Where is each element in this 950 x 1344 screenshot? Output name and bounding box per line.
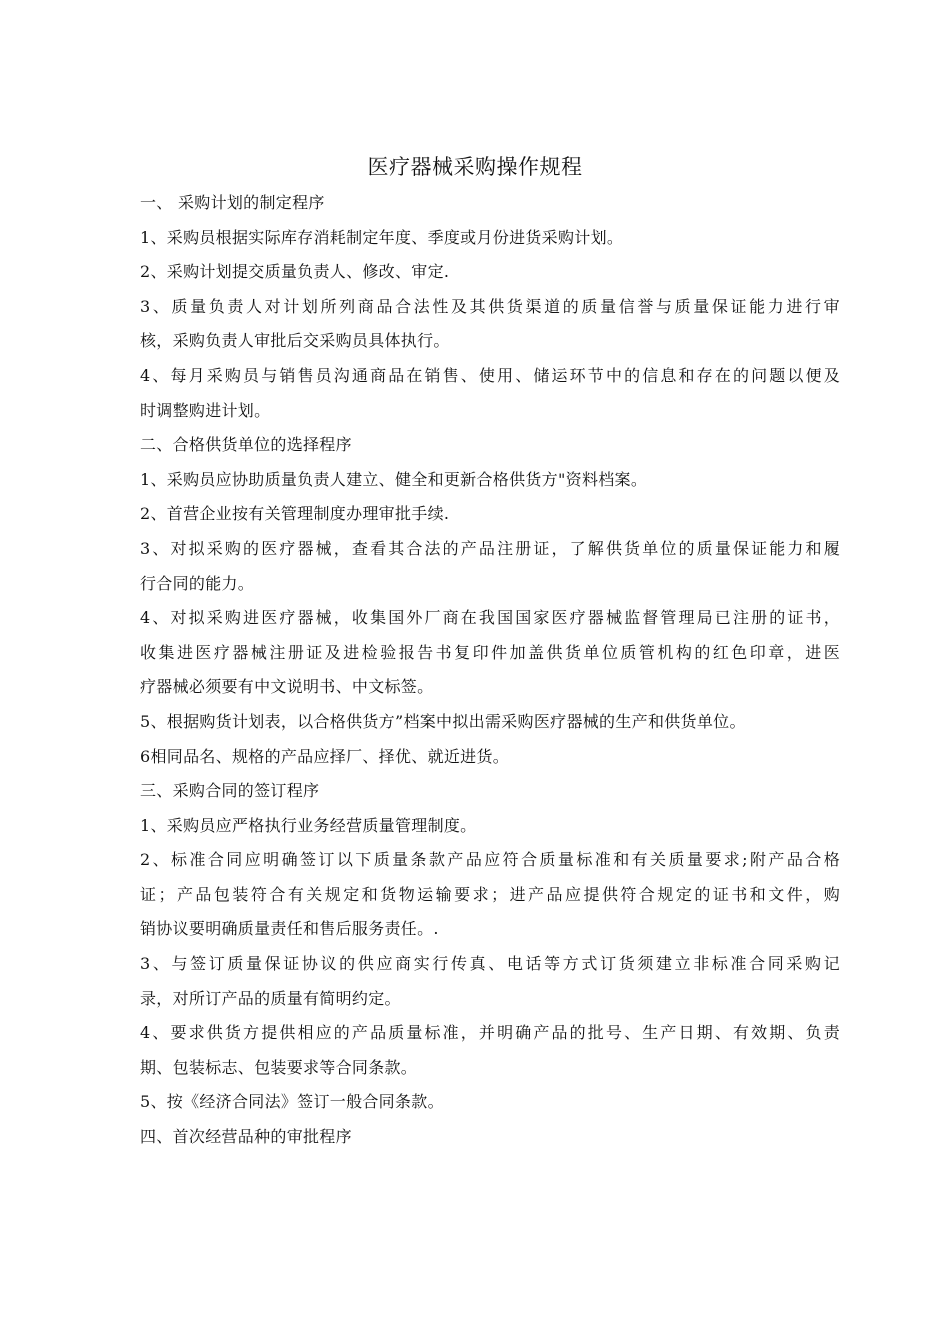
paragraph-line: 期、包装标志、包装要求等合同条款。 [140, 1057, 418, 1077]
paragraph-line: 证；产品包装符合有关规定和货物运输要求；进产品应提供符合规定的证书和文件，购 [140, 884, 840, 904]
paragraph-line: 核，采购负责人审批后交采购员具体执行。 [140, 331, 450, 351]
paragraph-line: 收集进医疗器械注册证及进检验报告书复印件加盖供货单位质管机构的红色印章，进医 [140, 642, 840, 662]
paragraph-line: 疗器械必须要有中文说明书、中文标签。 [140, 677, 434, 697]
paragraph-line: 3、质量负责人对计划所列商品合法性及其供货渠道的质量信誉与质量保证能力进行审 [140, 296, 840, 316]
section-heading: 四、首次经营品种的审批程序 [140, 1127, 352, 1147]
paragraph-line: 5、按《经济合同法》签订一般合同条款。 [140, 1092, 444, 1112]
section-heading: 二、合格供货单位的选择程序 [140, 435, 352, 455]
paragraph-line: 行合同的能力。 [140, 573, 255, 593]
document-title: 医疗器械采购操作规程 [367, 155, 583, 179]
paragraph-line: 2、标准合同应明确签订以下质量条款产品应符合质量标准和有关质量要求;附产品合格 [140, 850, 840, 870]
paragraph-line: 4、每月采购员与销售员沟通商品在销售、使用、储运环节中的信息和存在的问题以便及 [140, 365, 840, 385]
paragraph-line: 3、对拟采购的医疗器械，查看其合法的产品注册证，了解供货单位的质量保证能力和履 [140, 538, 840, 558]
section-heading: 一、 采购计划的制定程序 [140, 193, 325, 212]
paragraph-line: 4、要求供货方提供相应的产品质量标准，并明确产品的批号、生产日期、有效期、负责 [140, 1023, 840, 1043]
paragraph-line: 3、与签订质量保证协议的供应商实行传真、电话等方式订货须建立非标准合同采购记 [140, 954, 840, 974]
paragraph-line: 6相同品名、规格的产品应择厂、择优、就近进货。 [140, 746, 510, 766]
paragraph-line: 4、对拟采购进医疗器械，收集国外厂商在我国国家医疗器械监督管理局已注册的证书， [140, 608, 840, 628]
paragraph-line: 时调整购进计划。 [140, 400, 271, 420]
paragraph-line: 2、首营企业按有关管理制度办理审批手续. [140, 504, 450, 524]
paragraph-line: 2、采购计划提交质量负责人、修改、审定. [140, 262, 450, 282]
section-heading: 三、采购合同的签订程序 [140, 781, 320, 801]
document-body [140, 186, 840, 1155]
paragraph-line: 1、采购员根据实际库存消耗制定年度、季度或月份进货采购计划。 [140, 227, 624, 247]
paragraph-line: 录，对所订产品的质量有简明约定。 [140, 988, 401, 1008]
paragraph-line: 5、根据购货计划表，以合格供货方”档案中拟出需采购医疗器械的生产和供货单位。 [140, 711, 746, 731]
paragraph-line: 1、采购员应严格执行业务经营质量管理制度。 [140, 815, 477, 835]
paragraph-line: 1、采购员应协助质量负责人建立、健全和更新合格供货方"资料档案。 [140, 469, 648, 489]
paragraph-line: 销协议要明确质量责任和售后服务责任。. [140, 919, 439, 939]
